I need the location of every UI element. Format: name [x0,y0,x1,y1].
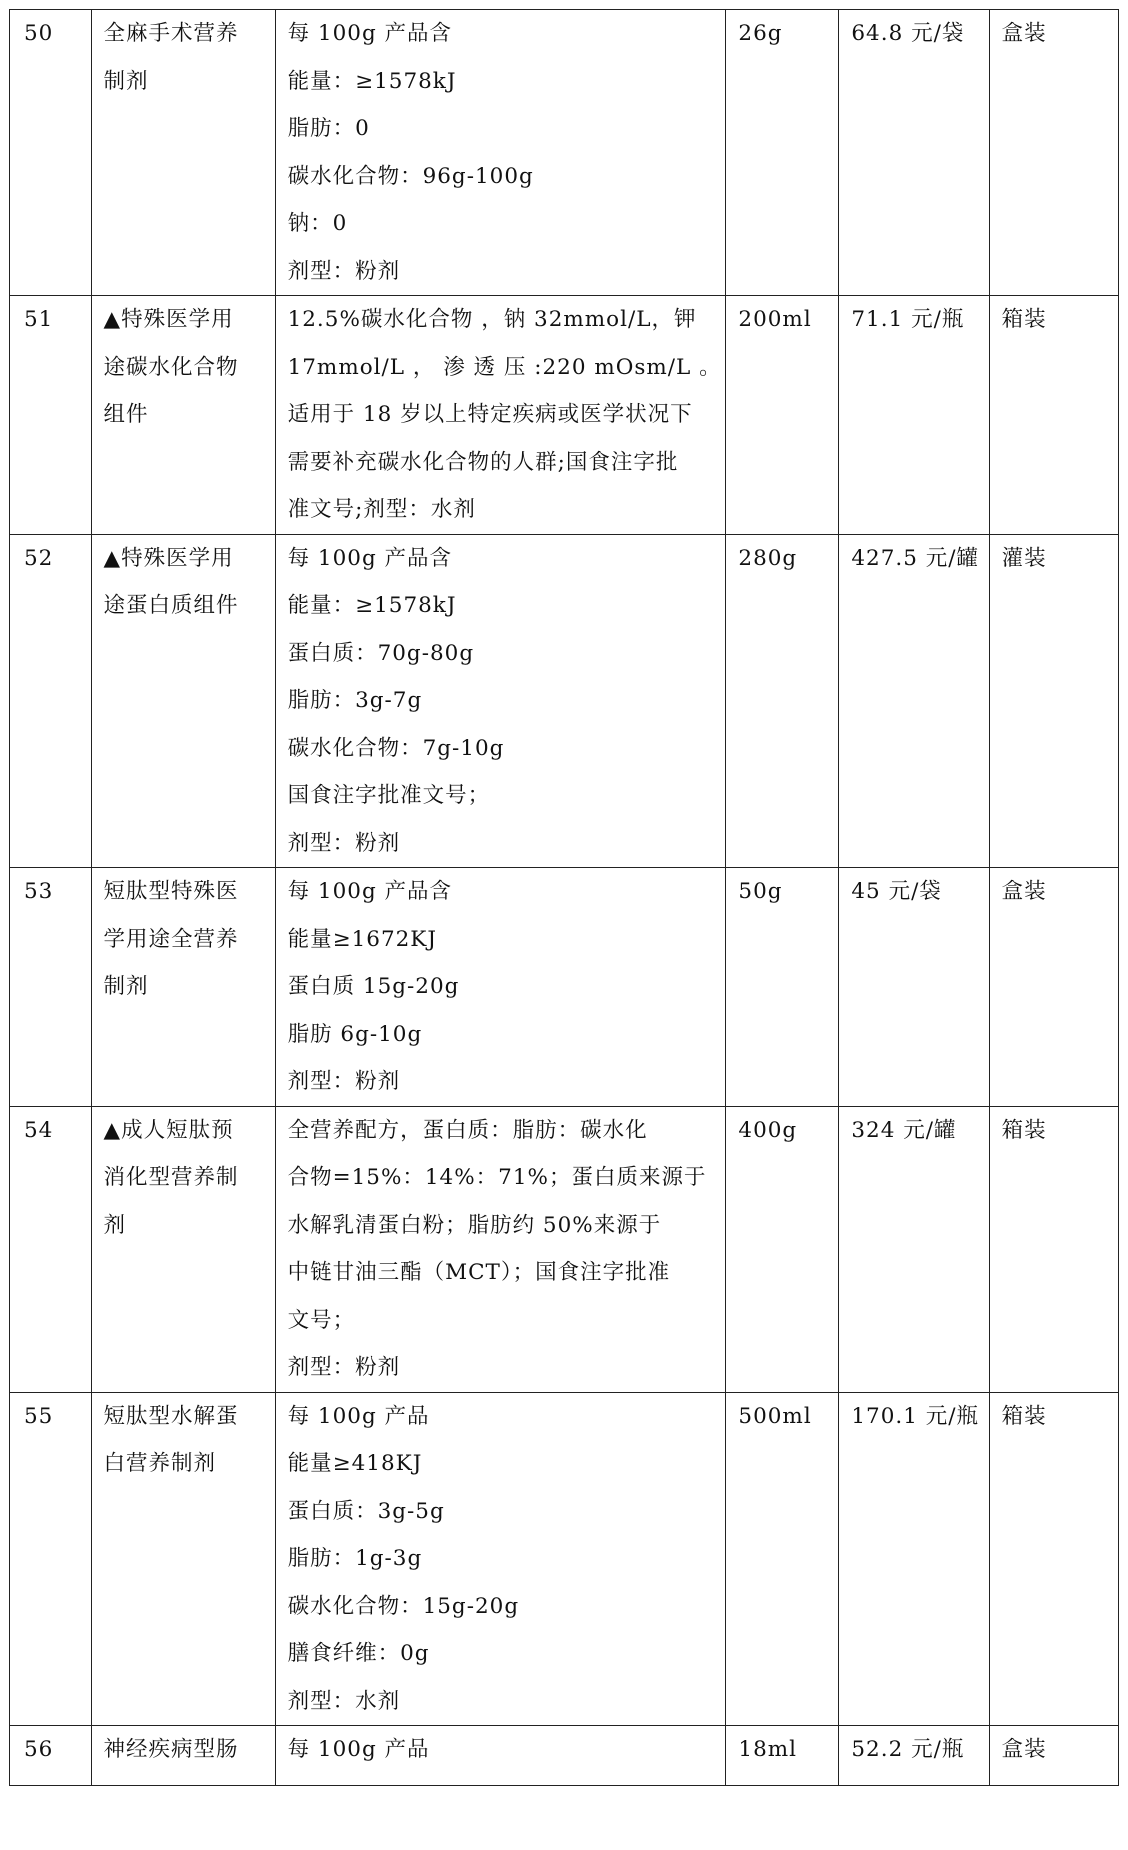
packaging: 箱装 [1001,1117,1047,1143]
product-description-line: 水解乳清蛋白粉；脂肪约 50%来源于 [287,1212,662,1238]
product-description-line: 每 100g 产品含 [287,545,453,571]
product-name-line: 剂 [103,1212,127,1238]
item-number: 56 [24,1737,54,1762]
product-description-line: 12.5%碳水化合物 ，钠 32mmol/L，钾 [287,307,697,332]
packaging-cell [989,868,1118,1107]
product-name-line: ▲特殊医学用 [103,307,234,332]
product-description-line: 蛋白质：70g-80g [287,640,475,666]
product-name-line: 组件 [103,402,149,427]
product-description-line: 碳水化合物：7g-10g [287,735,505,761]
price: 324 元/罐 [851,1117,957,1143]
product-description-line: 中链甘油三酯（MCT）；国食注字批准 [287,1260,671,1285]
packaging-cell [989,1392,1118,1726]
product-description-line: 合物=15%：14%：71%；蛋白质来源于 [287,1165,707,1190]
table-row [10,1726,1119,1786]
product-name-line: 神经疾病型肠 [103,1737,239,1762]
product-description-line: 剂型：粉剂 [287,258,401,284]
product-description-line: 每 100g 产品含 [287,21,453,46]
price-cell [839,534,989,868]
packaging: 盒装 [1001,1737,1047,1762]
product-description-cell [275,534,726,868]
product-description-line: 剂型：水剂 [287,1688,401,1714]
specification-cell [726,10,839,296]
product-name-line: 全麻手术营养 [103,21,239,46]
product-description-line: 每 100g 产品 [287,1403,430,1429]
product-description-line: 脂肪 6g-10g [287,1021,423,1047]
product-name-cell [91,1106,275,1392]
product-description-line: 膳食纤维：0g [287,1641,430,1666]
product-description-line: 碳水化合物：96g-100g [287,163,534,189]
price-cell [839,1726,989,1786]
item-number: 52 [24,545,54,571]
product-description-line: 脂肪：1g-3g [287,1546,423,1571]
product-description-line: 17mmol/L ， 渗 透 压 :220 mOsm/L 。 [287,354,722,380]
product-description-line: 准文号;剂型：水剂 [287,497,476,522]
product-description-cell [275,296,726,535]
packaging-cell [989,534,1118,868]
product-name-line: 途碳水化合物 [103,354,239,380]
product-description-line: 剂型：粉剂 [287,830,401,856]
specification-cell [726,1106,839,1392]
price-cell [839,296,989,535]
packaging-cell [989,1106,1118,1392]
price-cell [839,1392,989,1726]
price: 170.1 元/瓶 [851,1403,980,1429]
specification: 280g [738,545,798,571]
product-description-line: 钠：0 [287,211,348,236]
specification-cell [726,296,839,535]
specification: 400g [738,1117,798,1143]
product-name-line: 短肽型特殊医 [103,879,239,904]
product-name-line: ▲成人短肽预 [103,1117,234,1143]
table-row [10,1106,1119,1392]
packaging: 盒装 [1001,879,1047,904]
specification: 26g [738,21,783,46]
product-description-line: 每 100g 产品 [287,1737,430,1762]
item-number-cell [10,10,92,296]
product-name-line: 短肽型水解蛋 [103,1403,239,1429]
product-description-cell [275,868,726,1107]
product-name-cell [91,868,275,1107]
product-description-line: 能量：≥1578kJ [287,68,457,94]
item-number-cell [10,296,92,535]
table-row [10,10,1119,296]
product-description-line: 能量≥418KJ [287,1451,423,1476]
product-name-line: 白营养制剂 [103,1451,217,1476]
packaging: 箱装 [1001,307,1047,332]
packaging-cell [989,10,1118,296]
item-number-cell [10,1106,92,1392]
price: 52.2 元/瓶 [851,1737,965,1762]
specification-cell [726,1726,839,1786]
item-number-cell [10,868,92,1107]
product-name-cell [91,1392,275,1726]
price: 64.8 元/袋 [851,21,965,46]
table-row [10,868,1119,1107]
item-number: 53 [24,879,54,904]
product-description-cell [275,10,726,296]
packaging: 箱装 [1001,1403,1047,1429]
product-table [9,9,1119,1786]
product-description-line: 文号； [287,1307,356,1333]
item-number: 55 [24,1403,54,1429]
product-name-cell [91,534,275,868]
product-description-line: 每 100g 产品含 [287,879,453,904]
price: 427.5 元/罐 [851,545,980,571]
product-description-cell [275,1106,726,1392]
specification: 200ml [738,307,812,332]
product-description-line: 脂肪：3g-7g [287,688,423,713]
product-description-line: 剂型：粉剂 [287,1069,401,1094]
item-number: 51 [24,307,54,332]
product-description-line: 需要补充碳水化合物的人群;国食注字批 [287,449,679,475]
price-cell [839,1106,989,1392]
product-name-cell [91,1726,275,1786]
specification-cell [726,868,839,1107]
item-number: 50 [24,21,54,46]
product-name-line: 制剂 [103,68,149,94]
product-description-line: 剂型：粉剂 [287,1355,401,1380]
product-description-cell [275,1392,726,1726]
item-number: 54 [24,1117,54,1143]
specification: 50g [738,879,783,904]
table-row [10,1392,1119,1726]
product-description-line: 碳水化合物：15g-20g [287,1593,520,1619]
packaging-cell [989,296,1118,535]
product-name-cell [91,296,275,535]
product-description-line: 脂肪：0 [287,116,370,141]
product-description-cell [275,1726,726,1786]
product-description-line: 蛋白质 15g-20g [287,974,460,999]
price-cell [839,868,989,1107]
table-row [10,534,1119,868]
product-name-cell [91,10,275,296]
product-name-line: 途蛋白质组件 [103,593,239,618]
specification: 500ml [738,1403,812,1429]
product-name-line: 学用途全营养 [103,926,239,952]
product-name-line: 制剂 [103,974,149,999]
specification-cell [726,534,839,868]
packaging: 盒装 [1001,21,1047,46]
product-name-line: ▲特殊医学用 [103,545,234,571]
price: 71.1 元/瓶 [851,307,965,332]
packaging: 灌装 [1001,545,1047,571]
product-name-line: 消化型营养制 [103,1165,239,1190]
product-description-line: 蛋白质：3g-5g [287,1498,445,1524]
item-number-cell [10,1726,92,1786]
price: 45 元/袋 [851,879,942,904]
product-description-line: 能量≥1672KJ [287,926,437,952]
item-number-cell [10,1392,92,1726]
product-description-line: 能量：≥1578kJ [287,593,457,618]
table-row [10,296,1119,535]
product-table-body [10,10,1119,1786]
product-description-line: 国食注字批准文号； [287,783,491,808]
item-number-cell [10,534,92,868]
specification: 18ml [738,1737,798,1762]
specification-cell [726,1392,839,1726]
packaging-cell [989,1726,1118,1786]
price-cell [839,10,989,296]
product-description-line: 适用于 18 岁以上特定疾病或医学状况下 [287,402,693,427]
product-description-line: 全营养配方，蛋白质：脂肪：碳水化 [287,1117,648,1143]
